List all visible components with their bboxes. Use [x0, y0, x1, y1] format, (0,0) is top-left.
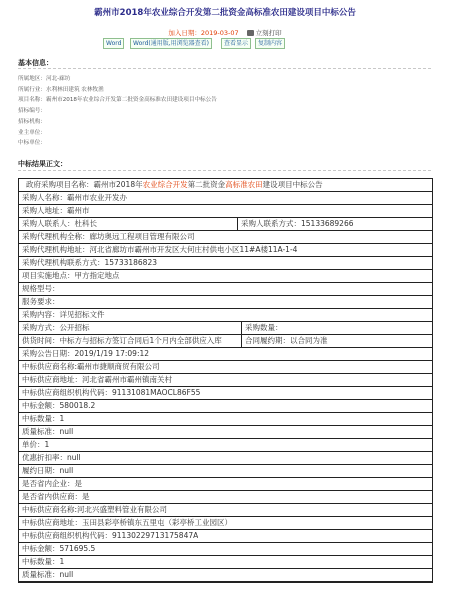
cell-left: 中标数量：1 [22, 414, 65, 423]
divider [18, 68, 431, 69]
cell-left: 供货时间：中标方与招标方签订合同后1个月内全部供应入库 [22, 336, 222, 345]
table-row [19, 478, 432, 491]
table-row [19, 257, 432, 270]
publish-date: 加入日期：2019-03-07 [168, 29, 239, 37]
cell-left: 中标供应商组织机构代码：91131081MAOCL86F55 [22, 388, 201, 397]
table-row [19, 465, 432, 478]
cell-left: 采购人联系人：杜科长 [22, 219, 97, 228]
table-row [19, 348, 432, 361]
table-row [19, 296, 432, 309]
divider [18, 170, 431, 171]
table-body [19, 192, 432, 582]
cell-left: 规格型号： [22, 284, 60, 293]
table-row [19, 205, 432, 218]
table-row [19, 270, 432, 283]
cell-left: 中标金额：571695.5 [22, 544, 96, 553]
printer-icon [247, 30, 254, 36]
table-header [19, 179, 432, 192]
view-display-button[interactable]: 查看显示 [221, 38, 251, 49]
title-part: 第二批资金 [187, 180, 226, 189]
table-row [19, 530, 432, 543]
table-row [19, 413, 432, 426]
table-row [19, 231, 432, 244]
table-row [19, 400, 432, 413]
info-owner: 业主单位： [18, 129, 46, 136]
cell-left: 采购代理机构全称：廊坊奥远工程项目管理有限公司 [22, 232, 195, 241]
cell-left: 服务要求： [22, 297, 60, 306]
cell-left: 采购代理机构地址：河北省廊坊市霸州市开发区大何庄村供电小区11#A楼11A-1-4 [22, 245, 298, 254]
table-row [19, 452, 432, 465]
info-region: 所属地区：河北-廊坊 [18, 76, 71, 82]
cell-left: 采购公告日期：2019/1/19 17:09:12 [22, 349, 150, 358]
copy-content-button[interactable]: 复制内容 [255, 38, 285, 49]
table-row [19, 335, 432, 348]
date-row [0, 28, 450, 37]
table-row [19, 218, 432, 231]
page-title: 霸州市2018年农业综合开发第二批资金高标准农田建设项目中标公告 [94, 8, 356, 18]
table-row [19, 491, 432, 504]
table-row [19, 543, 432, 556]
word-browser-button[interactable]: Word(通用版,用浏览器查看) [130, 38, 212, 49]
cell-left: 采购人地址：霸州市 [22, 206, 90, 215]
cell-right: 采购数量： [241, 322, 283, 334]
cell-left: 采购内容：详见招标文件 [22, 310, 105, 319]
info-project-name: 项目名称：霸州市2018年农业综合开发第二批资金高标准农田建设项目中标公告 [18, 97, 217, 104]
title-part: 政府采购项目名称：霸州市2018年 [26, 180, 143, 189]
print-link[interactable] [247, 29, 282, 37]
cell-left: 是否省内供应商：是 [22, 492, 90, 501]
cell-left: 采购代理机构联系方式：15733186823 [22, 258, 157, 267]
cell-right: 采购人联系方式：15133689266 [237, 218, 354, 230]
cell-left: 中标金额：580018.2 [22, 401, 96, 410]
table-row [19, 439, 432, 452]
cell-left: 中标供应商组织机构代码：91130229713175847A [22, 531, 199, 540]
table-row [19, 244, 432, 257]
cell-left: 中标供应商地址：玉田县彩亭桥镇东五里屯（彩亭桥工业园区） [22, 518, 232, 527]
table-row [19, 387, 432, 400]
cell-right: 合同履约期：以合同为准 [241, 335, 328, 347]
result-heading: 中标结果正文： [18, 160, 67, 168]
table-row [19, 426, 432, 439]
table-row [19, 361, 432, 374]
basic-info-heading: 基本信息： [18, 59, 53, 67]
table-row [19, 322, 432, 335]
table-row [19, 517, 432, 530]
cell-left: 采购人名称：霸州市农业开发办 [22, 193, 127, 202]
cell-left: 采购方式：公开招标 [22, 323, 90, 332]
cell-left: 单价：1 [22, 440, 50, 449]
cell-left: 项目实施地点：甲方指定地点 [22, 271, 120, 280]
title-part: 建设项目中标公告 [262, 180, 323, 189]
cell-left: 质量标准：null [22, 427, 74, 436]
cell-left: 优惠折扣率：null [22, 453, 81, 462]
print-label: 立刻打印 [255, 29, 282, 37]
table-row [19, 374, 432, 387]
table-row [19, 569, 432, 582]
info-industry: 所属行业：水利林田建筑 农林牧渔 [18, 86, 104, 93]
table-row [19, 283, 432, 296]
cell-left: 质量标准：null [22, 570, 74, 579]
table-row [19, 309, 432, 322]
table-title [23, 179, 323, 191]
table-row [19, 192, 432, 205]
basic-info-list [18, 74, 217, 149]
table-row [19, 504, 432, 517]
cell-left: 中标数量：1 [22, 557, 65, 566]
cell-left: 中标供应商名称:河北兴盛塑料管业有限公司 [22, 505, 168, 514]
info-tender-number: 招标编号： [18, 108, 46, 115]
word-button[interactable]: Word [103, 38, 124, 49]
cell-left: 履约日期：null [22, 466, 74, 475]
cell-left: 中标供应商名称:霸州市捷顺商贸有限公司 [22, 362, 160, 371]
title-highlight: 高标准农田 [225, 180, 263, 189]
cell-left: 中标供应商地址：河北省霸州市霸州镇南关村 [22, 375, 172, 384]
result-table [18, 178, 433, 583]
cell-left: 是否省内企业：是 [22, 479, 82, 488]
table-row [19, 556, 432, 569]
title-highlight: 农业综合开发 [142, 180, 188, 189]
info-winner: 中标单位： [18, 140, 46, 147]
info-tender-agency: 招标机构： [18, 118, 46, 125]
